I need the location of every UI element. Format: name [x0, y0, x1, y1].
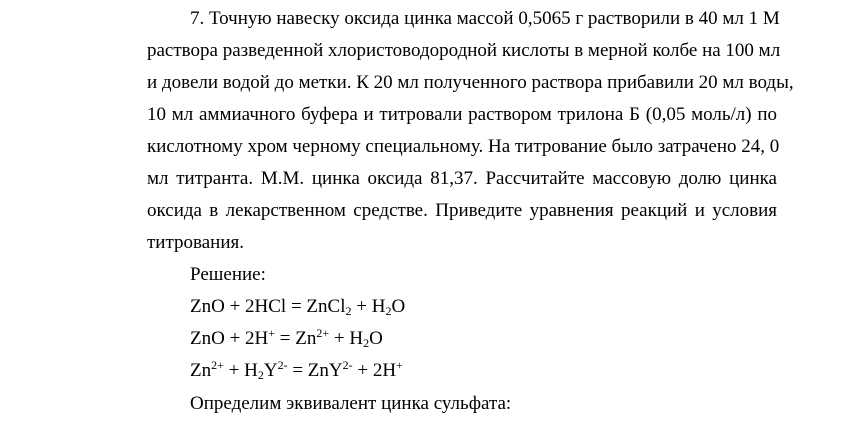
problem-line-7: оксида в лекарственном средстве. Приведите уравнения реакций и условия [147, 200, 777, 221]
problem-line-8: титрования. [147, 232, 244, 253]
problem-line-6: мл титранта. М.М. цинка оксида 81,37. Рассчитайте массовую долю цинка [147, 168, 777, 189]
equation-1: ZnO + 2HCl = ZnCl$_2$ + $H_2O$ [190, 296, 406, 318]
equation-3: $Zn^{2+} + H_2Y^{2-} = ZnY^{2-} + 2H^+$ [190, 358, 403, 382]
problem-line-4: 10 мл аммиачного буфера и титровали раствором трилона Б (0,05 моль/л) по [147, 104, 777, 125]
problem-line-2: раствора разведенной хлористоводородной кислоты в мерной колбе на 100 мл [147, 40, 781, 61]
problem-line-5: кислотному хром черному специальному. На титрование было затрачено 24, 0 [147, 136, 780, 157]
solution-heading: Решение: [190, 264, 266, 285]
problem-line-1: 7. Точную навеску оксида цинка массой 0,5065 г растворили в 40 мл 1 М [190, 8, 780, 29]
solution-last-line: Определим эквивалент цинка сульфата: [190, 393, 512, 414]
equation-2: ZnO + $2H^+ = Zn^{2+} + H_2O$ [190, 326, 383, 350]
problem-line-3: и довели водой до метки. К 20 мл полученного раствора прибавили 20 мл воды, [147, 72, 794, 93]
